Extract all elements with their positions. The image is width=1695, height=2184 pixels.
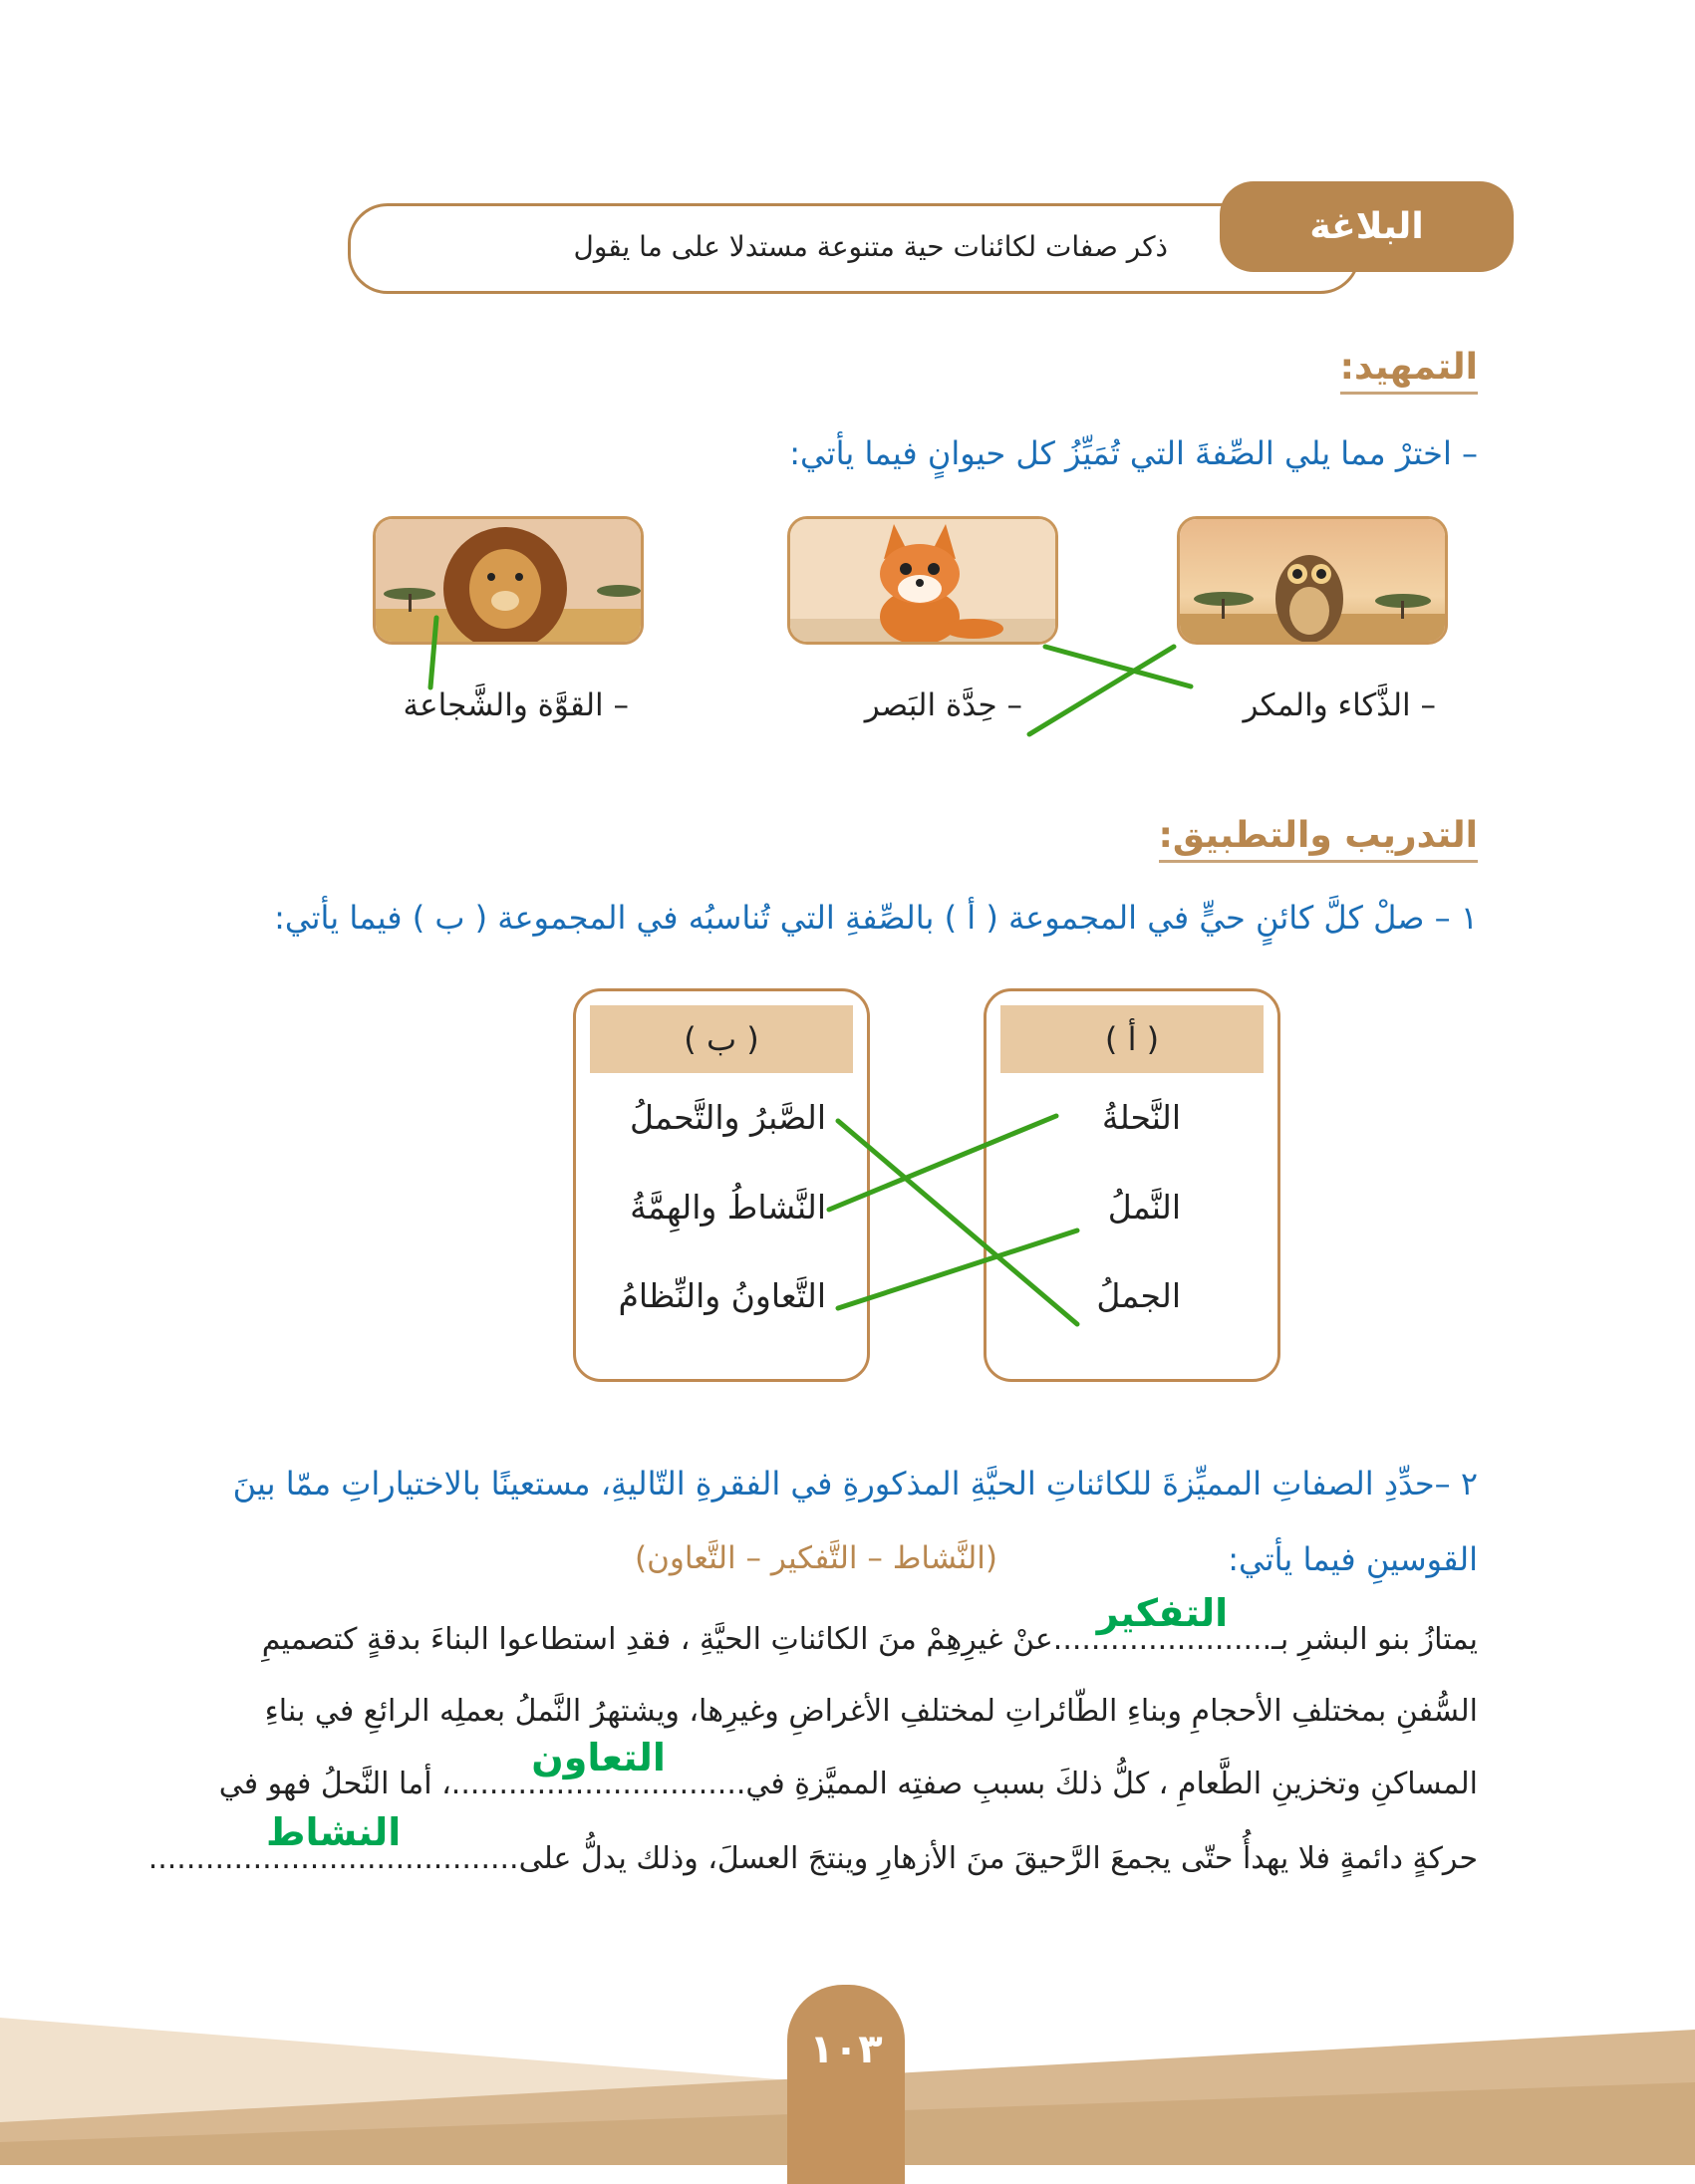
group-a-item: النَّحلةُ — [1101, 1098, 1181, 1137]
answer-thinking: التفكير — [1096, 1591, 1229, 1635]
question-2-line1: ٢ –حدِّدِ الصفاتِ المميِّزةَ للكائناتِ الحيَّةِ المذكورةِ في الفقرةِ التّاليةِ، مستعينًا بالاختياراتِ ممّا بينَ — [232, 1465, 1478, 1502]
trait-cunning: – الذَّكاء والمكر — [1243, 687, 1436, 723]
answer-blank[interactable]: ....................... التفكير — [1052, 1591, 1272, 1657]
text: المساكنِ وتخزينِ الطَّعامِ ، كلُّ ذلكَ بسببِ صفتِه المميَّزةِ في — [745, 1767, 1478, 1801]
group-a-item: النَّملُ — [1107, 1188, 1181, 1227]
answer-cooperation: التعاون — [531, 1736, 666, 1779]
group-a-box — [984, 988, 1280, 1382]
practice-heading: التدريب والتطبيق: — [1159, 815, 1478, 863]
answer-blank[interactable]: ............................... التعاون — [450, 1736, 746, 1801]
text: عنْ غيرِهِمْ منَ الكائناتِ الحيَّةِ ، فقدِ استطاعوا البناءَ بدقةٍ كتصميمِ — [261, 1622, 1053, 1657]
group-b-item: النَّشاطُ والهِمَّةُ — [630, 1188, 826, 1227]
question-1: ١ – صلْ كلَّ كائنٍ حيٍّ في المجموعة ( أ ) بالصِّفةِ التي تُناسبُه في المجموعة ( ب ) فيما يأتي: — [274, 899, 1478, 937]
text: يمتازُ بنو البشرِ بـ — [1271, 1622, 1478, 1657]
question-2-line2: القوسينِ فيما يأتي: — [1228, 1540, 1478, 1578]
lesson-label: البلاغة — [1220, 181, 1514, 272]
objective-text: ذكر صفات لكائنات حية متنوعة مستدلا على ما يقول — [573, 230, 1168, 263]
group-b-title: ( ب ) — [590, 1005, 853, 1073]
paragraph-line — [147, 1810, 1478, 1876]
intro-instruction: – اخترْ مما يلي الصِّفةَ التي تُمَيِّزُ كل حيوانٍ فيما يأتي: — [789, 434, 1478, 472]
group-b-item: التَّعاونُ والنِّظامُ — [618, 1276, 826, 1315]
match-line — [1029, 647, 1174, 734]
answer-activity: النشاط — [266, 1810, 402, 1854]
answer-blank[interactable]: ....................................... النشاط — [147, 1810, 519, 1876]
paragraph-line — [179, 1736, 1478, 1801]
trait-strength: – القوَّة والشَّجاعة — [403, 687, 629, 723]
trait-sharp-sight: – حِدَّة البَصر — [864, 687, 1022, 723]
text: ، أما النَّحلُ فهو في — [218, 1767, 451, 1801]
group-a-item: الجملُ — [1096, 1276, 1181, 1315]
paragraph-line — [179, 1591, 1478, 1657]
lion-image — [373, 516, 644, 645]
page-number: ١٠٣ — [787, 1985, 905, 2184]
owl-image — [1177, 516, 1448, 645]
group-b-box — [573, 988, 870, 1382]
intro-heading: التمهيد: — [1340, 347, 1478, 395]
choices: (النَّشاط – التَّفكير – التَّعاون) — [634, 1540, 997, 1576]
group-b-item: الصَّبرُ والتَّحملُ — [630, 1098, 826, 1137]
group-a-title: ( أ ) — [1000, 1005, 1264, 1073]
fox-image — [787, 516, 1058, 645]
paragraph-line: السُّفنِ بمختلفِ الأحجامِ وبناءِ الطّائراتِ لمختلفِ الأغراضِ وغيرِها، ويشتهرُ النَّملُ بعملِه الرائعِ في بناءِ — [264, 1694, 1478, 1729]
objective-box — [348, 203, 1360, 294]
text: حركةٍ دائمةٍ فلا يهدأُ حتّى يجمعَ الرَّحيقَ منَ الأزهارِ وينتجَ العسلَ، وذلك يدلُّ على — [518, 1841, 1478, 1876]
match-line — [1045, 647, 1191, 686]
